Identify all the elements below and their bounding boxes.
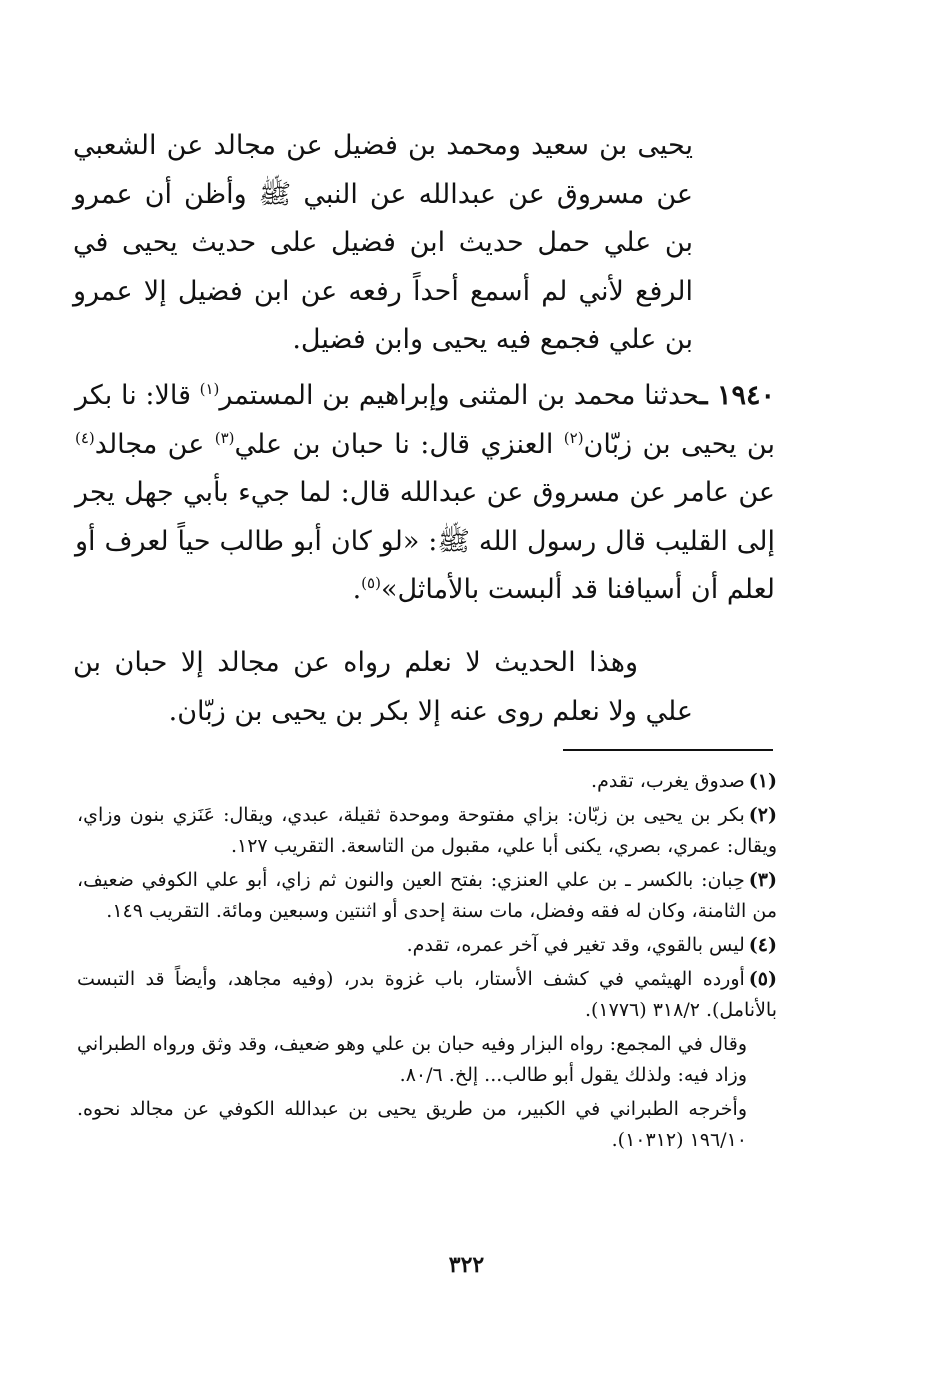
- footnote-2: [77, 800, 777, 862]
- hadith-text-part1: حدثنا محمد بن المثنى وإبراهيم بن المستمر: [219, 380, 700, 411]
- hadith-text-part4: عن مجالد: [94, 428, 215, 460]
- footnote-5: [77, 964, 777, 1026]
- footnote-number: (٢): [748, 804, 778, 826]
- footnote-text: صدوق يغرب، تقدم.: [591, 770, 745, 792]
- footnote-text: أورده الهيثمي في كشف الأستار، باب غزوة بدر، (وفيه مجاهد، وأيضاً قد التبست بالأنامل). ٣١٨/٢ (١٧٧٦).: [77, 968, 777, 1021]
- hadith-1940: [75, 372, 775, 615]
- hadith-text-part5: عن عامر عن مسروق عن عبدالله قال: لما جيء بأبي جهل يجر إلى القليب قال رسول الله ﷺ: «لو كان أبو طالب حياً لعرف أو لعلم أن أسيافنا قد ألبست بالأماثل»: [75, 477, 775, 605]
- footnote-5-continuation-1: وقال في المجمع: رواه البزار وفيه حبان بن علي وهو ضعيف، وقد وثق ورواه الطبراني وزاد فيه: ولذلك يقول أبو طالب... إلخ. ٨٠/٦.: [77, 1033, 747, 1086]
- footnote-1: [77, 766, 777, 797]
- footnote-ref-3: (٣): [214, 428, 235, 447]
- footnote-text: بكر بن يحيى بن زبّان: بزاي مفتوحة وموحدة ثقيلة، عبدي، ويقال: عَنَزي بنون وزاي، ويقال: عمري، بصري، يكنى أبا علي، مقبول من التاسعة. التقريب ١٢٧.: [77, 804, 777, 857]
- footnote-3: [77, 865, 777, 927]
- footnote-ref-4: (٤): [75, 428, 95, 447]
- footnote-4: [77, 930, 777, 961]
- opening-paragraph: يحيى بن سعيد ومحمد بن فضيل عن مجالد عن الشعبي عن مسروق عن عبدالله عن النبي ﷺ وأظن أن عمرو بن علي حمل حديث ابن فضيل على حديث يحيى في الرفع لأني لم أسمع أحداً رفعه عن ابن فضيل إلا عمرو بن علي فجمع فيه يحيى وابن فضيل.: [73, 130, 693, 355]
- footnote-separator: [563, 749, 773, 751]
- footnote-5-continuation-2: وأخرجه الطبراني في الكبير، من طريق يحيى بن عبدالله الكوفي عن مجالد نحوه. ١٩٦/١٠ (١٠٣١٢).: [77, 1098, 747, 1151]
- main-text-block: [73, 122, 693, 365]
- hadith-text-part2: قالا: نا بكر بن يحيى بن زبّان: [75, 380, 775, 460]
- footnote-ref-5: (٥): [361, 574, 381, 592]
- footnote-text: حِبان: بالكسر ـ بن علي العنزي: بفتح العين والنون ثم زاي، أبو علي الكوفي ضعيف، من الثامنة، وكان له فقه وفضل، مات سنة إحدى أو اثنتين وسبعين ومائة. التقريب ١٤٩.: [77, 869, 777, 922]
- footnotes-section: [77, 766, 777, 1159]
- page-number: ٣٢٢: [448, 1252, 485, 1278]
- hadith-number: ١٩٤٠ ـ: [699, 380, 775, 411]
- hadith-text-part3: العنزي قال: نا حبان بن علي: [234, 428, 564, 460]
- footnote-number: (٥): [748, 968, 777, 990]
- hadith-text-end: .: [352, 574, 362, 605]
- footnote-number: (٣): [748, 869, 777, 891]
- footnote-number: (٤): [748, 934, 777, 956]
- footnote-text: ليس بالقوي، وقد تغير في آخر عمره، تقدم.: [406, 934, 745, 956]
- footnote-ref-2: (٢): [563, 428, 584, 447]
- footnote-ref-1: (١): [199, 380, 220, 398]
- commentary-paragraph: وهذا الحديث لا نعلم رواه عن مجالد إلا حبان بن علي ولا نعلم روى عنه إلا بكر بن يحيى بن زبّان.: [73, 647, 693, 727]
- footnote-number: (١): [748, 770, 777, 792]
